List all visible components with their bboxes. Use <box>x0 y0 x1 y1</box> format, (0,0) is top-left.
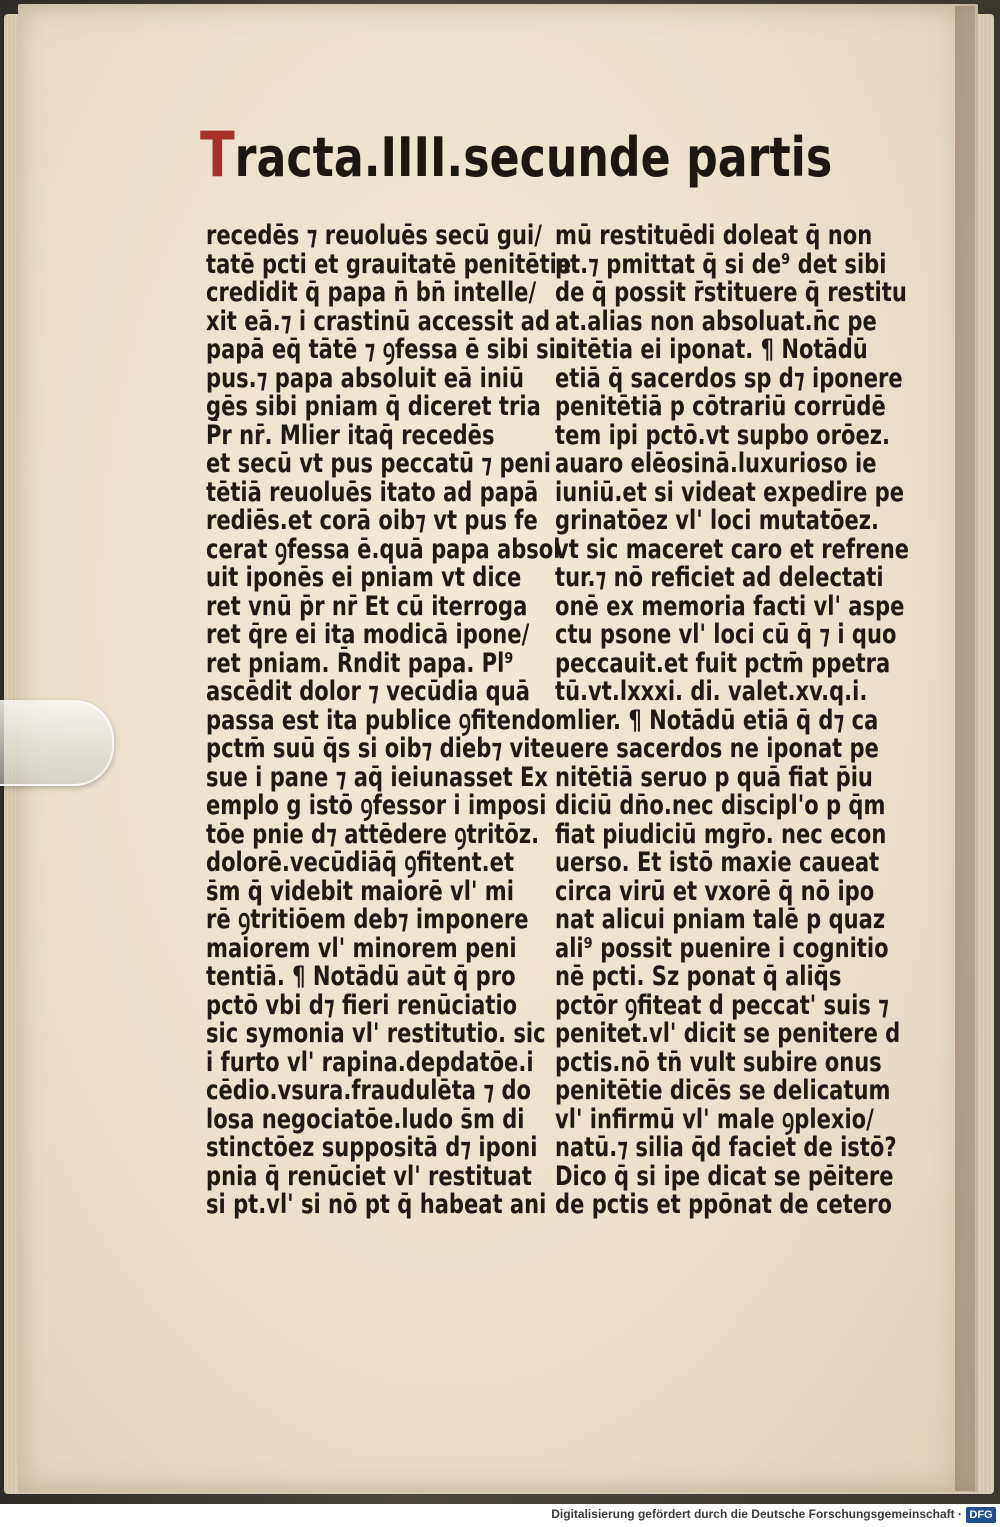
text-line: tatē pcti et grauitatē penitētie <box>206 248 572 280</box>
text-line: si pt.vl' si nō pt q̄ habeat ani <box>206 1189 547 1220</box>
text-line: uerso. Et istō maxie caueat <box>555 847 880 878</box>
text-line: pnia q̄ renūciet vl' restituat <box>206 1160 532 1192</box>
text-line: etiā q̄ sacerdos sp d⁊ iponere <box>555 362 903 394</box>
text-line: credidit q̄ papa n̄ bn̄ intelle/ <box>206 277 537 308</box>
text-line: pctm̄ suū q̄s si oib⁊ dieb⁊ vite <box>206 733 555 764</box>
text-line: penitētiā p cōtrariū corrūdē <box>555 391 886 422</box>
text-line: sue i pane ⁊ aq̄ ieiunasset Ex <box>206 761 548 793</box>
text-line: ret pniam. R̄ndit papa. Pl⁹ <box>206 647 514 679</box>
running-head-text: racta.IIII.secunde partis <box>234 126 833 189</box>
text-line: fiat piudiciū mgr̄o. nec econ <box>555 818 887 850</box>
footer-credit: Digitalisierung gefördert durch die Deutsche Forschungsgemeinschaft · <box>551 1507 962 1521</box>
text-line: mū restituēdi doleat q̄ non <box>555 220 873 251</box>
text-line: onē ex memoria facti vl' aspe <box>555 590 905 622</box>
text-line: stinctōez suppositā d⁊ iponi <box>206 1132 538 1163</box>
text-line: maiorem vl' minorem peni <box>206 932 517 964</box>
text-line: gēs sibi pniam q̄ diceret tria <box>206 391 541 422</box>
text-line: rē ꝯtritiōem deb⁊ imponere <box>206 904 529 935</box>
text-line: xit eā.⁊ i crastinū accessit ad <box>206 305 551 337</box>
text-line: pctis.nō tn̄ vult subire onus <box>555 1046 882 1078</box>
text-line: mlier. ¶ Notādū etiā q̄ d⁊ ca <box>555 704 879 736</box>
text-line: nitētia ei iponat. ¶ Notādū <box>555 334 868 365</box>
text-line: nē pcti. Sz ponat q̄ aliq̄s <box>555 961 842 992</box>
text-line: ascēdit dolor ⁊ vecūdia quā <box>206 676 530 707</box>
text-line: natū.⁊ silia q̄d faciet de istō? <box>555 1132 897 1163</box>
text-line: tōe pnie d⁊ attēdere ꝯtritōz. <box>206 818 540 850</box>
text-line: diciū dn̄o.nec discipl'o p q̄m <box>555 790 886 821</box>
text-line: ctu psone vl' loci cū q̄ ⁊ i quo <box>555 619 897 650</box>
running-head-initial: T <box>200 118 235 191</box>
text-line: vl' infirmū vl' male ꝯplexio/ <box>555 1103 874 1135</box>
text-line: dolorē.vecūdiāq̄ ꝯfitent.et <box>206 847 515 878</box>
text-line: pus.⁊ papa absoluit eā iniū <box>206 362 525 394</box>
text-line: ali⁹ possit puenire i cognitio <box>555 932 889 964</box>
text-line: uit iponēs ei pniam vt dice <box>206 562 522 593</box>
dfg-logo: DFG <box>966 1507 996 1523</box>
text-line: circa virū et vxorē q̄ nō ipo <box>555 875 875 907</box>
left-text-column <box>206 220 572 1220</box>
text-line: Dico q̄ si ipe dicat se pēitere <box>555 1160 894 1192</box>
text-line: sic symonia vl' restitutio. sic <box>206 1018 546 1049</box>
text-line: tētiā reuoluēs itato ad papā <box>206 476 539 508</box>
text-line: passa est ita publice ꝯfitendo <box>206 704 556 736</box>
text-line: s̄m q̄ videbit maiorē vl' mi <box>206 875 514 907</box>
book-clip <box>0 700 114 786</box>
text-line: uere sacerdos ne iponat pe <box>555 733 879 764</box>
text-line: tem ipi pctō.vt supbo orōez. <box>555 419 891 451</box>
text-line: at.alias non absoluat.n̄c pe <box>555 305 877 337</box>
text-line: pt.⁊ pmittat q̄ si de⁹ det sibi <box>555 248 887 280</box>
text-line: nat alicui pniam talē p quaz <box>555 904 886 935</box>
text-line: de q̄ possit r̄stituere q̄ restitu <box>555 277 907 308</box>
text-line: et secū vt pus peccatū ⁊ peni <box>206 448 552 479</box>
text-line: rediēs.et corā oib⁊ vt pus fe <box>206 505 538 536</box>
text-line: tentiā. ¶ Notādū aūt q̄ pro <box>206 961 516 992</box>
text-line: penitētie dicēs se delicatum <box>555 1075 891 1106</box>
text-line: tū.vt.lxxxi. di. valet.xv.q.i. <box>555 676 868 707</box>
text-line: penitet.vl' dicit se penitere d <box>555 1018 901 1049</box>
text-line: auaro elēosinā.luxurioso ie <box>555 448 877 479</box>
text-line: ret q̄re ei ita modicā ipone/ <box>206 619 530 650</box>
text-line: peccauit.et fuit pctm̄ ppetra <box>555 647 891 679</box>
text-line: tur.⁊ nō reficiet ad delectati <box>555 562 884 593</box>
text-line: cēdio.vsura.fraudulēta ⁊ do <box>206 1075 532 1106</box>
text-line: grinatōez vl' loci mutatōez. <box>555 505 880 536</box>
text-line: pctō vbi d⁊ fieri renūciatio <box>206 989 518 1021</box>
right-text-column <box>555 220 910 1220</box>
text-line: P̄r nr̄. Mlier itaq̄ recedēs <box>206 419 495 451</box>
text-line: recedēs ⁊ reuoluēs secū gui/ <box>206 220 542 251</box>
page-gutter <box>955 6 975 1491</box>
text-line: emplo g istō ꝯfessor i imposi <box>206 790 547 821</box>
text-line: vt sic maceret caro et refrene <box>555 533 910 565</box>
text-line: iuniū.et si videat expedire pe <box>555 476 904 508</box>
running-head <box>200 118 833 198</box>
text-line: cerat ꝯfessa ē.quā papa absol <box>206 533 561 565</box>
text-line: nitētiā seruo p quā fiat p̄iu <box>555 761 873 793</box>
text-line: losa negociatōe.ludo s̄m di <box>206 1103 525 1135</box>
text-line: pctōr ꝯfiteat d peccat' suis ⁊ <box>555 989 889 1021</box>
text-line: ret vnū p̄r nr̄ Et cū iterroga <box>206 590 528 622</box>
text-line: de pctis et ppōnat de cetero <box>555 1189 892 1220</box>
text-line: i furto vl' rapina.depdatōe.i <box>206 1046 534 1078</box>
text-line: papā eq̄ tātē ⁊ ꝯfessa ē sibi sic <box>206 334 569 365</box>
